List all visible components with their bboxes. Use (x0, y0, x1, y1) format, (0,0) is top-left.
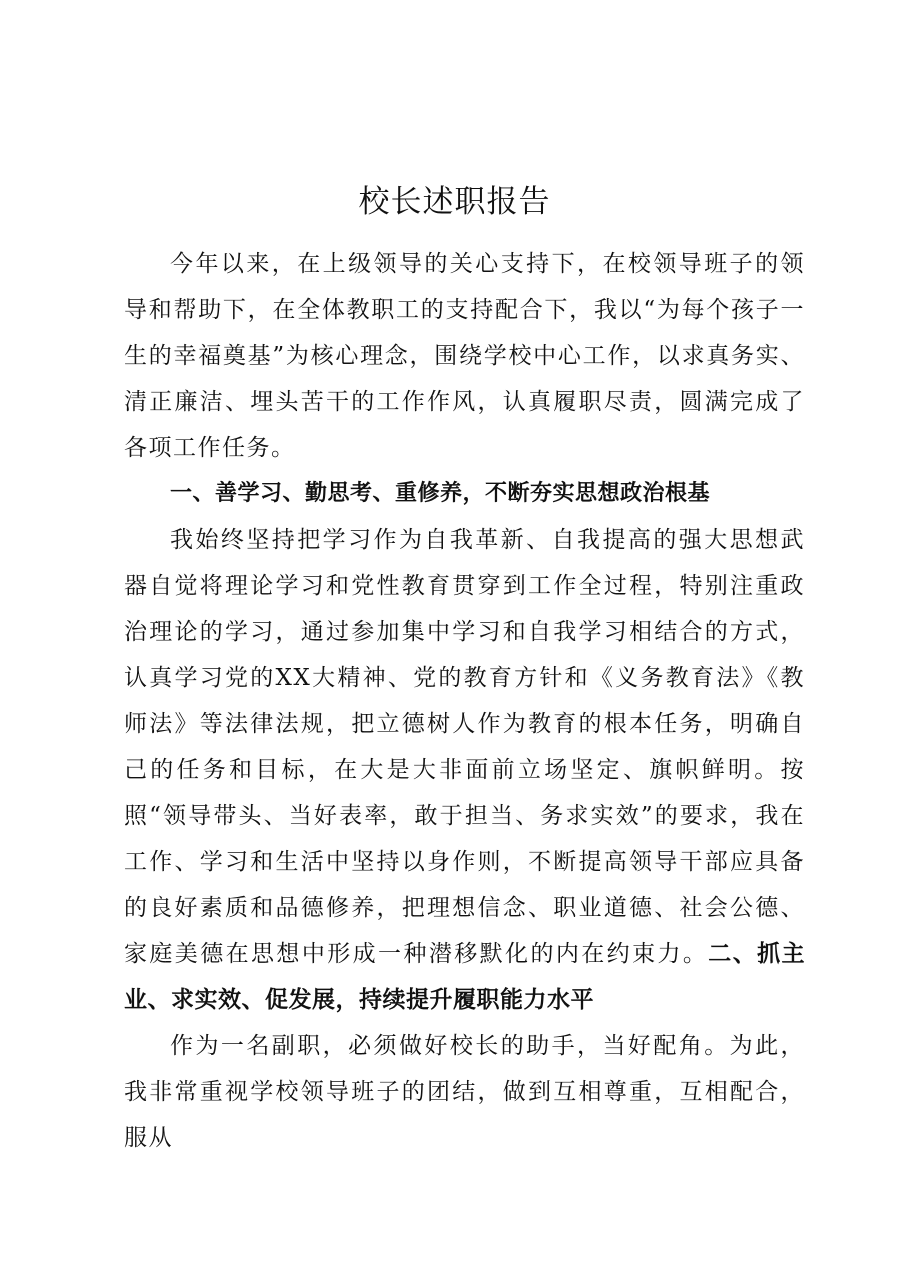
section-1-heading: 一、善学习、勤思考、重修养，不断夯实思想政治根基 (170, 481, 711, 506)
section-1-paragraph (124, 517, 805, 1023)
section-2-heading: 二、抓主业、求实效、促发展，持续提升履职能力水平 (124, 941, 806, 1013)
section-1-body-text: 我始终坚持把学习作为自我革新、自我提高的强大思想武器自觉将理论学习和党性教育贯穿到工作全过程，特别注重政治理论的学习，通过参加集中学习和自我学习相结合的方式，认真学习党的XX大精神、党的教育方针和《义务教育法》《教师法》等法律法规，把立德树人作为教育的根本任务，明确自己的任务和目标，在大是大非面前立场坚定、旗帜鲜明。按照“领导带头、当好表率，敢于担当、务求实效”的要求，我在工作、学习和生活中坚持以身作则，不断提高领导干部应具备的良好素质和品德修养，把理想信念、职业道德、社会公德、家庭美德在思想中形成一种潜移默化的内在约束力。 (124, 527, 805, 967)
intro-paragraph: 今年以来，在上级领导的关心支持下，在校领导班子的领导和帮助下，在全体教职工的支持配合下，我以“为每个孩子一生的幸福奠基”为核心理念，围绕学校中心工作，以求真务实、清正廉洁、埋头苦干的工作作风，认真履职尽责，圆满完成了各项工作任务。 (124, 251, 805, 461)
document-body (124, 241, 805, 1161)
document-title: 校长述职报告 (358, 183, 551, 220)
section-2-paragraph: 作为一名副职，必须做好校长的助手，当好配角。为此，我非常重视学校领导班子的团结，做到互相尊重，互相配合，服从 (124, 1033, 805, 1151)
